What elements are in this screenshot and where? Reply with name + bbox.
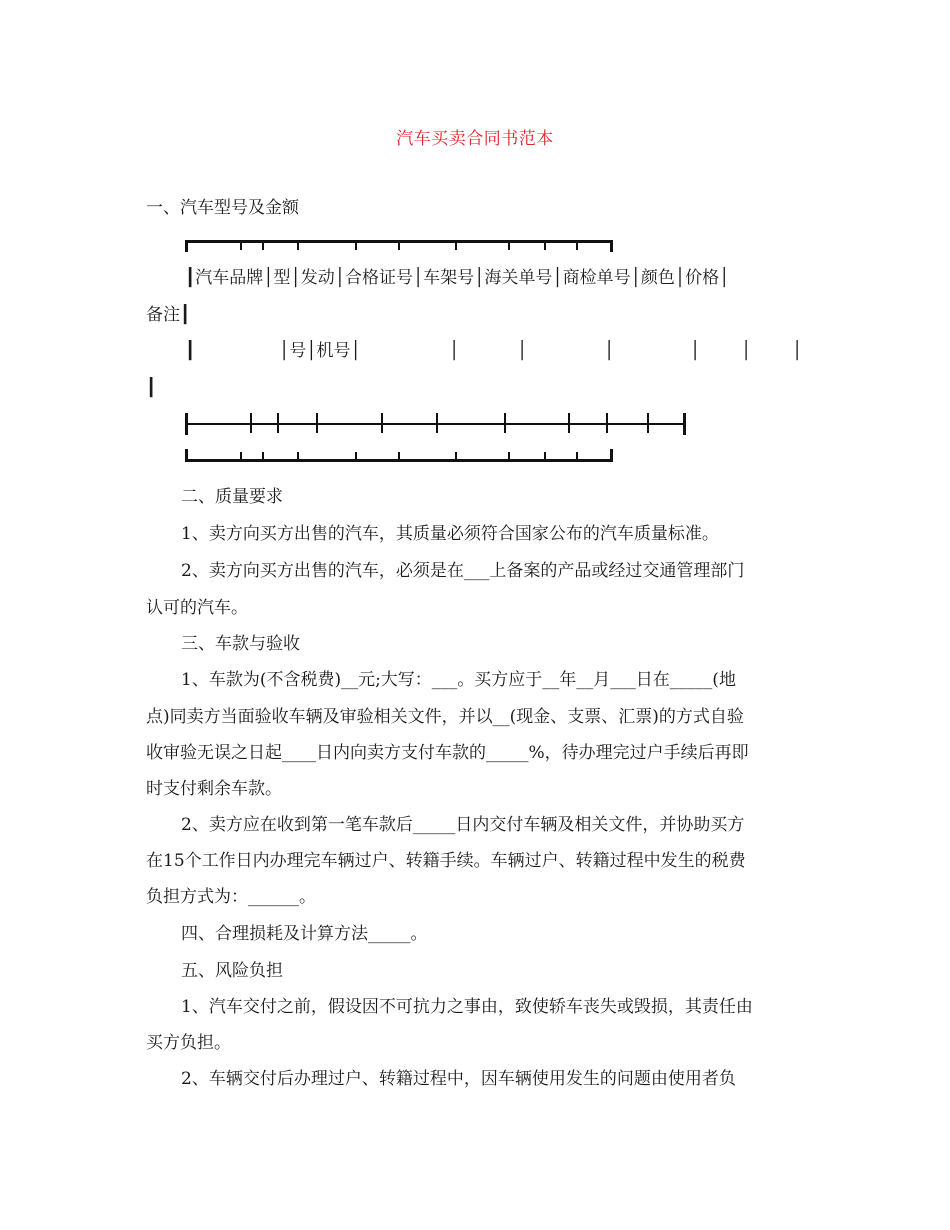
table-row-2-sep: │ xyxy=(690,341,701,361)
payment-clause-1-line-4: 时支付剩余车款。 xyxy=(146,779,282,799)
table-header-wrap: 备注┃ xyxy=(146,305,191,325)
table-row-2-sep: │ xyxy=(517,341,528,361)
table-row-2-start: ┃ xyxy=(185,341,196,361)
table-header-row: ┃汽车品牌│型│发动│合格证号│车架号│海关单号│商检单号│颜色│价格│ xyxy=(185,268,730,288)
document-title: 汽车买卖合同书范本 xyxy=(396,129,554,149)
payment-clause-1-line-3: 收审验无误之日起____日内向卖方支付车款的_____%，待办理完过户手续后再即 xyxy=(146,743,749,763)
risk-clause-1-line-1: 1、汽车交付之前，假设因不可抗力之事由，致使轿车丧失或毁损，其责任由 xyxy=(181,997,753,1017)
section-5-heading: 五、风险负担 xyxy=(181,961,283,981)
quality-clause-2-line-1: 2、卖方向买方出售的汽车，必须是在___上备案的产品或经过交通管理部门 xyxy=(181,561,745,581)
table-row-2-cells: │号│机号│ xyxy=(279,341,361,361)
payment-clause-2-line-1: 2、卖方应在收到第一笔车款后_____日内交付车辆及相关文件，并协助买方 xyxy=(181,815,745,835)
section-3-heading: 三、车款与验收 xyxy=(181,634,300,654)
table-row-2-wrap: ┃ xyxy=(146,378,157,398)
payment-clause-1-line-2: 点)同卖方当面验收车辆及审验相关文件，并以__(现金、支票、汇票)的方式自验 xyxy=(146,707,744,727)
payment-clause-1-line-1: 1、车款为(不含税费)__元;大写：___。买方应于__年__月___日在_____(地 xyxy=(181,670,736,690)
quality-clause-1: 1、卖方向买方出售的汽车，其质量必须符合国家公布的汽车质量标准。 xyxy=(181,524,719,544)
risk-clause-1-line-2: 买方负担。 xyxy=(146,1033,231,1053)
table-row-2-sep: │ xyxy=(792,341,803,361)
section-1-heading: 一、汽车型号及金额 xyxy=(146,198,299,218)
table-row-2-sep: │ xyxy=(449,341,460,361)
payment-clause-2-line-3: 负担方式为：______。 xyxy=(146,887,316,907)
table-row-2-sep: │ xyxy=(741,341,752,361)
risk-clause-2-line-1: 2、车辆交付后办理过户、转籍过程中，因车辆使用发生的问题由使用者负 xyxy=(181,1069,736,1089)
section-4-heading: 四、合理损耗及计算方法_____。 xyxy=(181,924,428,944)
quality-clause-2-line-2: 认可的汽车。 xyxy=(146,598,248,618)
payment-clause-2-line-2: 在15个工作日内办理完车辆过户、转籍手续。车辆过户、转籍过程中发生的税费 xyxy=(146,851,746,871)
section-2-heading: 二、质量要求 xyxy=(181,487,283,507)
table-row-2-sep: │ xyxy=(604,341,615,361)
